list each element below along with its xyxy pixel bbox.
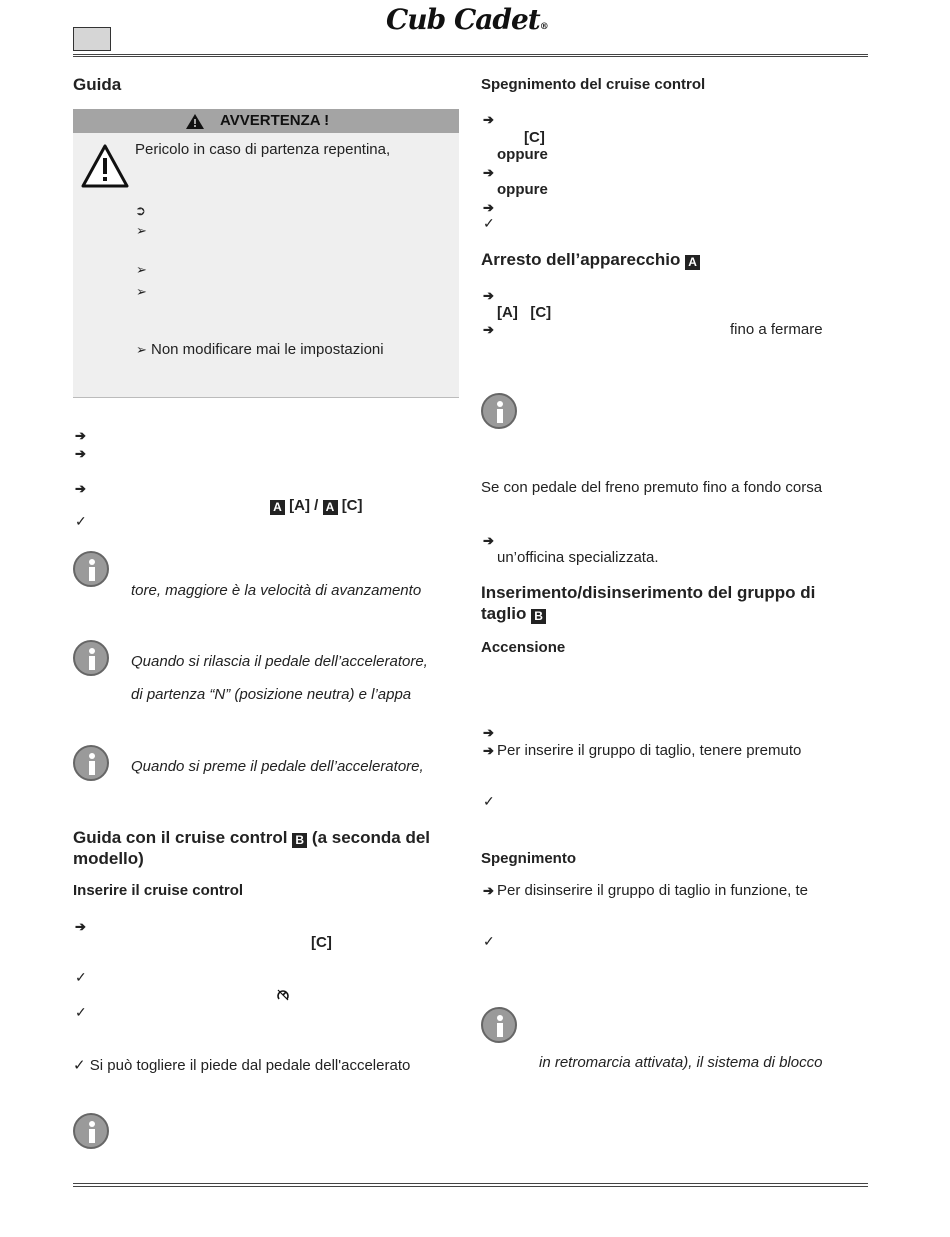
ref-box-a: A [270, 500, 285, 515]
note-last: in retromarcia attivata), il sistema di blocco [539, 1054, 823, 1071]
brand-reg: ® [539, 22, 548, 32]
info-icon [73, 551, 109, 587]
info-icon [481, 1007, 517, 1043]
warning-box [73, 109, 459, 398]
check-bullet: ✓ [75, 513, 87, 529]
note-1: tore, maggiore è la velocità di avanzamento [131, 582, 422, 599]
ref-sep: / [314, 497, 319, 514]
arrow-bullet: ➔ [483, 725, 494, 740]
section-title-guida: Guida [73, 75, 122, 94]
warning-triangle-icon [185, 113, 205, 130]
note-2b: di partenza “N” (posizione neutra) e l’appa [131, 686, 412, 703]
info-icon [481, 393, 517, 429]
warning-header [73, 109, 459, 133]
off2-text: Per disinserire il gruppo di taglio in funzione, te [497, 882, 809, 899]
ref-box-b: A [323, 500, 338, 515]
warning-big-icon [80, 143, 130, 189]
arrow-bullet: ➔ [483, 743, 494, 758]
oppure-2: oppure [497, 181, 548, 198]
check-bullet: ✓ [483, 215, 495, 231]
info-icon [73, 640, 109, 676]
off2-title: Spegnimento [481, 850, 577, 867]
check-bullet: ✓ [483, 793, 495, 809]
mow-title-b-text: taglio [481, 604, 527, 623]
brand-logo [386, 3, 548, 36]
workshop-text: un’officina specializzata. [497, 549, 659, 566]
stop-tail: fino a fermare [730, 321, 823, 338]
warning-bullet-4: ➢ [136, 342, 147, 357]
cruise-last-check [73, 1057, 410, 1075]
check-bullet: ✓ [483, 933, 495, 949]
cruise-title-a: Guida con il cruise control [73, 828, 288, 847]
cruise-title [73, 827, 430, 848]
arrow-bullet: ➔ [75, 919, 86, 934]
check-icon: ✓ [73, 1057, 90, 1074]
arrow-bullet: ➔ [483, 322, 494, 337]
cruise-title-b: (a seconda del [311, 828, 431, 847]
header-rule-2 [73, 56, 868, 57]
header-rule [73, 54, 868, 55]
info-icon [73, 745, 109, 781]
warning-label: AVVERTENZA ! [220, 112, 330, 129]
mow-title-a: Inserimento/disinserimento del gruppo di [481, 583, 816, 602]
cruise-subtitle: Inserire il cruise control [73, 882, 244, 899]
note-3: Quando si preme il pedale dell’acceleratore, [131, 758, 424, 775]
cruise-box: B [292, 833, 307, 848]
footer-rule [73, 1183, 868, 1184]
cruise-code: [C] [311, 934, 332, 951]
warning-text: Pericolo in caso di partenza repentina, [135, 141, 391, 158]
page-number-box [73, 27, 111, 51]
warning-bullet-2: ➢ [136, 262, 147, 277]
brake-text: Se con pedale del freno premuto fino a fondo corsa [481, 479, 823, 496]
mow-title-b [481, 603, 546, 624]
stop-box: A [685, 255, 700, 270]
ref-line [270, 497, 363, 515]
check-bullet: ✓ [75, 1004, 87, 1020]
stop-title-text: Arresto dell’apparecchio [481, 250, 681, 269]
cruise-last: Si può togliere il piede dal pedale dell'accelerato [89, 1057, 411, 1074]
arrow-bullet: ➔ [483, 883, 494, 898]
arrow-bullet: ➔ [75, 428, 86, 443]
cruise-title-c: modello) [73, 849, 144, 868]
on-title: Accensione [481, 639, 566, 656]
arrow-bullet: ➔ [483, 288, 494, 303]
ref-code-b: [C] [341, 497, 363, 514]
warning-bullet-1: ➢ [136, 223, 147, 238]
warning-last-item: Non modificare mai le impostazioni [151, 341, 384, 358]
arrow-bullet: ➔ [483, 165, 494, 180]
oppure-1: oppure [497, 146, 548, 163]
note-2a: Quando si rilascia il pedale dell’acceleratore, [131, 653, 428, 670]
brand-name: Cub Cadet [386, 3, 540, 36]
arrow-bullet: ➔ [75, 446, 86, 461]
on-text: Per inserire il gruppo di taglio, tenere premuto [497, 742, 802, 759]
footer-rule-2 [73, 1186, 868, 1187]
arrow-bullet: ➔ [75, 481, 86, 496]
mow-box: B [531, 609, 546, 624]
ref-code-a: [A] [289, 497, 310, 514]
cruise-off-title: Spegnimento del cruise control [481, 76, 706, 93]
arrow-bullet: ➔ [483, 200, 494, 215]
warning-bullet-circle: ➲ [135, 203, 146, 218]
stop-title [481, 249, 700, 270]
stop-codes: [A] [C] [497, 304, 552, 321]
warning-bullet-3: ➢ [136, 284, 147, 299]
info-icon [73, 1113, 109, 1149]
cruise-control-icon [276, 988, 290, 1002]
arrow-bullet: ➔ [483, 533, 494, 548]
check-bullet: ✓ [75, 969, 87, 985]
arrow-bullet: ➔ [483, 112, 494, 127]
cruise-off-code: [C] [524, 129, 545, 146]
